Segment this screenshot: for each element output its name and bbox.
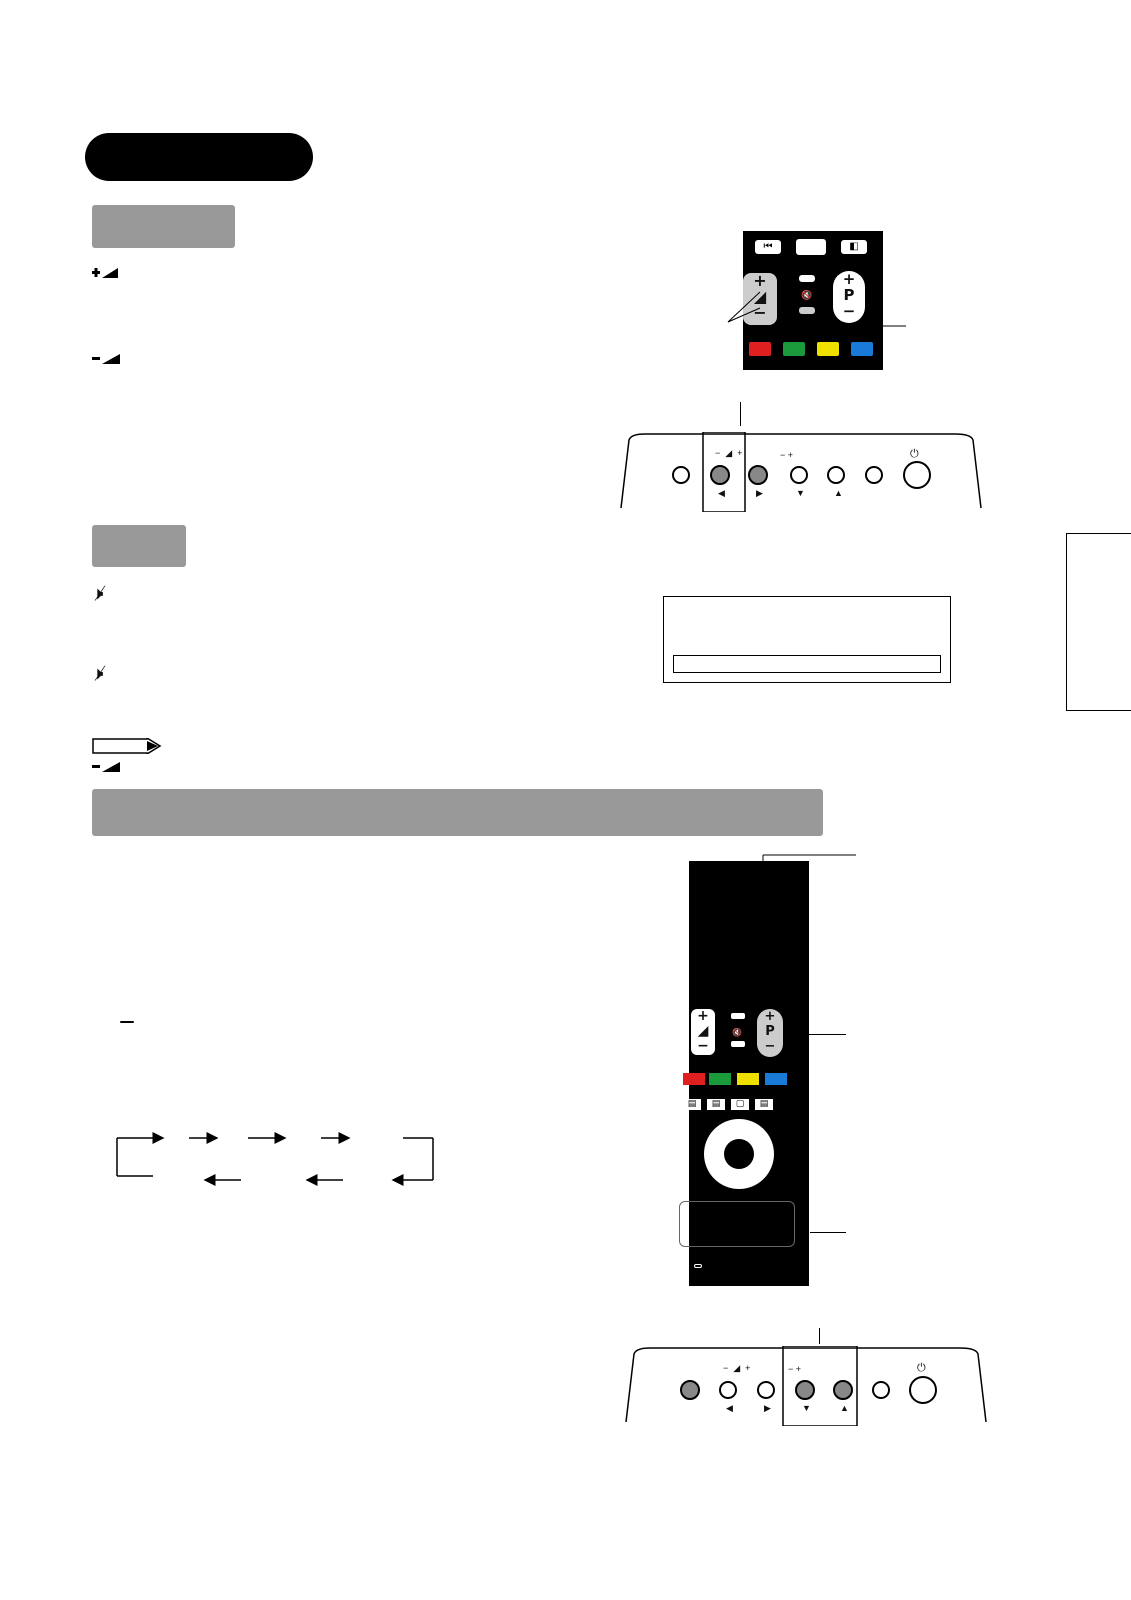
yellow-key xyxy=(817,342,839,356)
bottom-keys-row xyxy=(681,1253,793,1272)
volume-step2 xyxy=(92,347,122,370)
callout-av-line xyxy=(760,850,860,880)
osd-volume-bar xyxy=(673,655,941,673)
panel-volume-up-button[interactable] xyxy=(748,465,768,485)
panel-volume-down-button[interactable] xyxy=(719,1381,737,1399)
panel-volume-label: − ◢ + xyxy=(723,1363,751,1373)
mute-key xyxy=(731,1041,745,1047)
panel-power-button[interactable] xyxy=(909,1376,937,1404)
function-keys-row: ▤ ▤ ▢ ▤ xyxy=(683,1099,793,1110)
section-heading-input xyxy=(92,789,823,836)
power-icon: ⏻ xyxy=(917,1362,926,1374)
volume-up-icon xyxy=(92,266,120,280)
volume-step1 xyxy=(92,261,120,284)
panel-program-label: − + xyxy=(780,450,794,460)
text-icon: ◧ xyxy=(841,240,867,254)
panel-program-down-button[interactable] xyxy=(795,1380,815,1400)
volume-rocker: + ◢ − xyxy=(691,1009,715,1055)
volume-down-icon xyxy=(92,760,122,774)
panel-program-label: − + xyxy=(788,1364,802,1374)
panel-input-button[interactable] xyxy=(672,466,690,484)
program-rocker: + P − xyxy=(757,1009,783,1057)
section-heading-mute xyxy=(92,525,186,567)
red-key xyxy=(683,1073,705,1085)
panel-volume-up-button[interactable] xyxy=(757,1381,775,1399)
up-arrow-icon: ▲ xyxy=(834,488,843,498)
callout-line xyxy=(810,1232,846,1233)
down-arrow-icon: ▼ xyxy=(802,1403,811,1413)
ok-key xyxy=(724,1139,754,1169)
page-title xyxy=(85,133,313,181)
mute-step2 xyxy=(92,662,103,686)
blue-key xyxy=(851,342,873,356)
input-keys-group xyxy=(679,1201,795,1247)
prev-icon: ⏮ xyxy=(755,240,781,254)
up-arrow-icon: ▲ xyxy=(840,1403,849,1413)
note-tag xyxy=(92,738,172,754)
panel-program-down-button[interactable] xyxy=(790,466,808,484)
green-key xyxy=(709,1073,731,1085)
panel-program-up-button[interactable] xyxy=(833,1380,853,1400)
down-arrow-icon: ▼ xyxy=(796,488,805,498)
osd-volume-box xyxy=(663,596,951,683)
right-arrow-icon: ▶ xyxy=(764,1403,771,1413)
input-step1-sub xyxy=(120,1010,134,1033)
red-key xyxy=(749,342,771,356)
mute-note xyxy=(92,755,122,778)
callout-line xyxy=(819,1328,820,1344)
mute-key-icon: 🔇 xyxy=(801,291,813,301)
dual-key xyxy=(731,1013,745,1019)
volume-down-icon xyxy=(92,352,122,366)
right-arrow-icon: ▶ xyxy=(756,488,763,498)
panel-menu-button[interactable] xyxy=(872,1381,890,1399)
panel-input-button[interactable] xyxy=(680,1380,700,1400)
left-arrow-icon: ◀ xyxy=(718,488,725,498)
remote-control xyxy=(689,861,809,1286)
callout-line xyxy=(740,402,741,426)
callout-line xyxy=(804,1034,846,1035)
left-arrow-icon: ◀ xyxy=(726,1403,733,1413)
mute-key-icon: 🔇 xyxy=(732,1028,742,1037)
panel-menu-button[interactable] xyxy=(865,466,883,484)
blue-key xyxy=(765,1073,787,1085)
power-icon: ⏻ xyxy=(910,448,919,460)
input-sequence-diagram xyxy=(113,1124,443,1194)
green-key xyxy=(783,342,805,356)
section-heading-volume xyxy=(92,205,235,248)
language-tab xyxy=(1066,533,1131,711)
mute-icon: 🕨̸ xyxy=(92,583,104,604)
callout-lines-volume xyxy=(720,280,910,340)
volume-rocker: + ◢ − xyxy=(743,273,777,325)
panel-volume-label: − ◢ + xyxy=(715,448,743,458)
panel-program-up-button[interactable] xyxy=(827,466,845,484)
yellow-key xyxy=(737,1073,759,1085)
digit-0-key xyxy=(796,239,826,255)
panel-volume-down-button[interactable] xyxy=(710,465,730,485)
mute-step1 xyxy=(92,582,103,606)
mute-icon: 🕨̸ xyxy=(92,663,104,684)
panel-power-button[interactable] xyxy=(903,461,931,489)
program-rocker: + P − xyxy=(833,271,865,323)
av-key-icon xyxy=(120,1021,134,1023)
